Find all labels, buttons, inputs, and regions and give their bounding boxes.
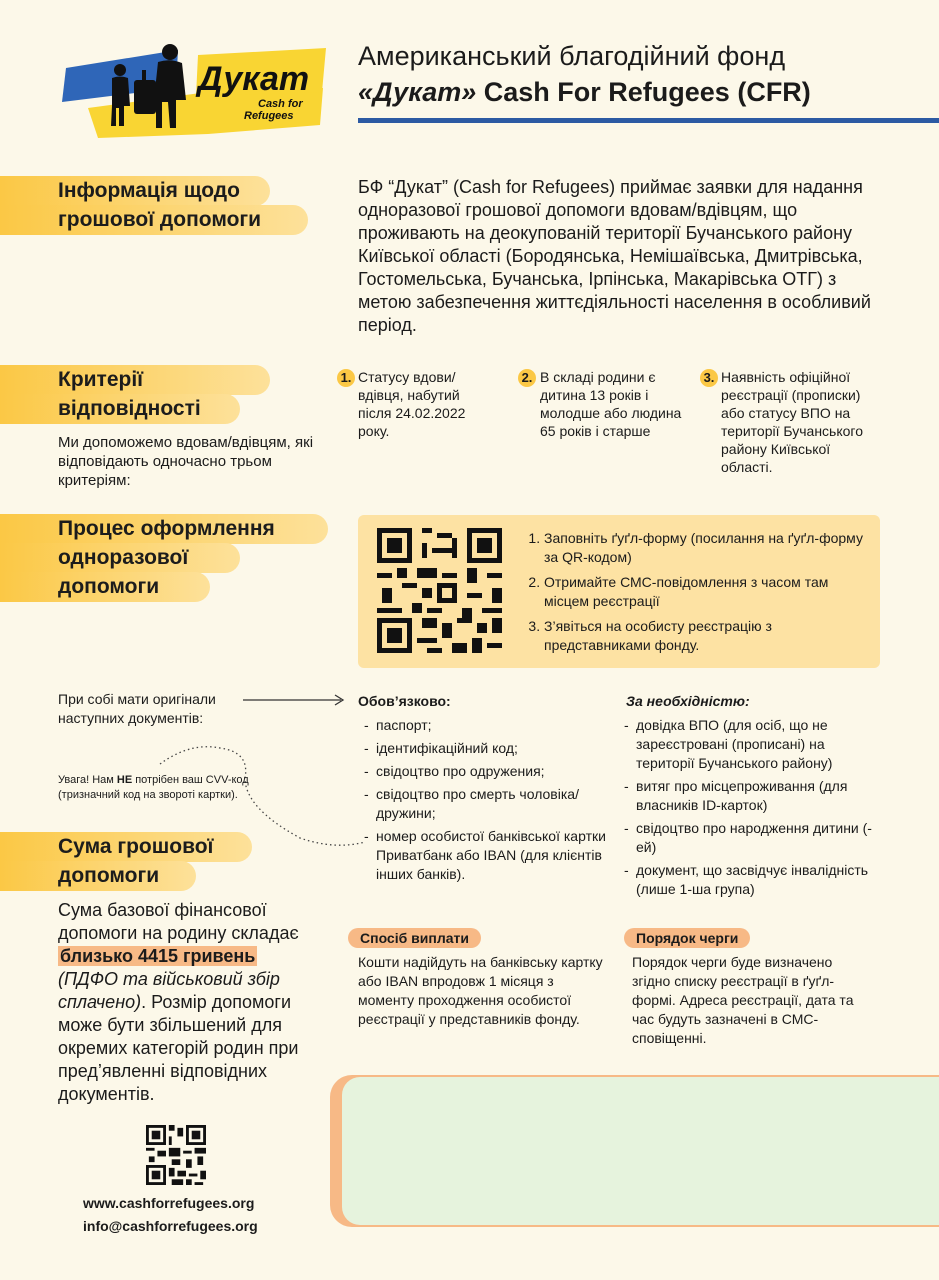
contact-web[interactable]: www.cashforrefugees.org xyxy=(83,1195,255,1211)
contact-qr-code[interactable] xyxy=(146,1125,206,1185)
docs-warning xyxy=(58,773,303,803)
docs-warning-pre: Увага! Нам xyxy=(58,774,117,786)
logo-brand: Дукат xyxy=(198,60,310,98)
logo xyxy=(58,30,333,140)
process-title-1: Процес оформлення xyxy=(58,517,275,540)
header-org: Cash For Refugees (CFR) xyxy=(476,77,811,107)
logo-sub2: Refugees xyxy=(244,110,294,122)
list-item: - витяг про місцепроживання (для власників ID-карток) xyxy=(624,777,880,815)
amount-text-2: . Розмір допомоги може бути збільшений для окремих категорій родин при пред’явленні відповідних документів. xyxy=(58,992,299,1104)
header-underline xyxy=(358,118,939,123)
header-line2 xyxy=(358,76,811,108)
qr-code-icon xyxy=(372,523,507,658)
docs-arrow-icon xyxy=(243,693,348,707)
list-item: - ідентифікаційний код; xyxy=(364,739,614,758)
list-item: - свідоцтво про смерть чоловіка/ дружини; xyxy=(364,785,614,823)
queue-text: Порядок черги буде визначено згідно списку реєстрації в ґуґл-формі. Адреса реєстрації, дата та час будуть зазначені в СМС-сповіщенні. xyxy=(632,954,854,1046)
info-title-1: Інформація щодо xyxy=(58,179,240,202)
amount-highlight: близько 4415 гривень xyxy=(60,946,256,966)
process-title-2: одноразової xyxy=(58,546,189,569)
amount-text-1: Сума базової фінансової допомоги на родину складає xyxy=(58,900,299,943)
process-step-1: 1. Заповніть ґуґл-форму (посилання на ґуґл-форму за QR-кодом) xyxy=(544,529,864,567)
amount-text xyxy=(58,899,316,1106)
payment-tag: Спосіб виплати xyxy=(348,928,481,948)
logo-sub1: Cash for xyxy=(258,98,303,110)
list-item: - паспорт; xyxy=(364,716,614,735)
info-title-2: грошової допомоги xyxy=(58,208,262,231)
bottom-box xyxy=(342,1077,939,1225)
list-item: - документ, що засвідчує інвалідність (лише 1-ша група) xyxy=(624,861,880,899)
criteria-title-1: Критерії xyxy=(58,368,144,391)
docs-warning-post: потрібен ваш CVV-код (тризначний код на звороті картки). xyxy=(58,774,249,801)
criteria-text-2: В складі родини є дитина 13 років і молодше або людина 65 років і старше xyxy=(540,369,682,439)
docs-note: При собі мати оригінали наступних документів: xyxy=(58,691,216,726)
process-qr-code[interactable] xyxy=(372,523,507,658)
list-item: - свідоцтво про народження дитини (-ей) xyxy=(624,819,880,857)
docs-required-title: Обов’язково: xyxy=(358,693,451,709)
header-line1: Американський благодійний фонд xyxy=(358,41,786,71)
process-steps xyxy=(524,529,864,655)
queue-tag: Порядок черги xyxy=(624,928,750,948)
docs-required-list xyxy=(364,716,614,888)
header-brand: «Дукат» xyxy=(358,77,477,107)
payment-text: Кошти надійдуть на банківську картку або IBAN впродовж 1 місяця з моменту проходження особистої реєстрації у представників фонду. xyxy=(358,954,603,1027)
list-item: - свідоцтво про одружения; xyxy=(364,762,614,781)
qr-code-icon xyxy=(146,1125,206,1185)
docs-optional-list xyxy=(624,716,880,903)
process-step-2: 2. Отримайте СМС-повідомлення з часом там місцем реєстрації xyxy=(544,573,864,611)
docs-warning-bold: НЕ xyxy=(116,774,133,786)
amount-title-2: допомоги xyxy=(58,864,160,887)
amount-paren: (ПДФО та військовий збір сплачено) xyxy=(58,969,280,1012)
docs-optional-title: За необхідністю: xyxy=(626,693,750,709)
info-text: БФ “Дукат” (Cash for Refugees) приймає заявки для надання одноразової грошової допомоги вдовам/вдівцям, що проживають на деокупованій території Бучанського району Київської області (Бородянська, Немішаївська, Дмитрівська, Гостомельська, Бучанська, Ірпінська, Макарівська ОТГ) з метою забезпечення життєдіяльності населення в особливий період. xyxy=(358,177,871,335)
criteria-num-3: 3. xyxy=(700,369,718,387)
criteria-num-1: 1. xyxy=(337,369,355,387)
amount-title-1: Сума грошової xyxy=(58,835,214,858)
criteria-text-3: Наявність офіційної реєстрації (прописки) або статусу ВПО на території Бучанського району Київської області. xyxy=(721,369,864,475)
process-title-3: допомоги xyxy=(58,575,160,598)
process-step-3: 3. З’явіться на особисту реєстрацію з представниками фонду. xyxy=(544,617,864,655)
criteria-text-1: Статусу вдови/ вдівця, набутий після 24.02.2022 року. xyxy=(358,369,466,439)
contact-email[interactable]: info@cashforrefugees.org xyxy=(83,1218,258,1234)
criteria-num-2: 2. xyxy=(518,369,536,387)
list-item: - номер особистої банківської картки Приватбанк або IBAN (для клієнтів інших банків). xyxy=(364,827,614,884)
criteria-title-2: відповідності xyxy=(58,397,201,420)
list-item: - довідка ВПО (для осіб, що не зареєстровані (прописані) на території Бучанського району) xyxy=(624,716,880,773)
criteria-intro: Ми допоможемо вдовам/вдівцям, які відповідають одночасно трьом критеріям: xyxy=(58,434,314,489)
